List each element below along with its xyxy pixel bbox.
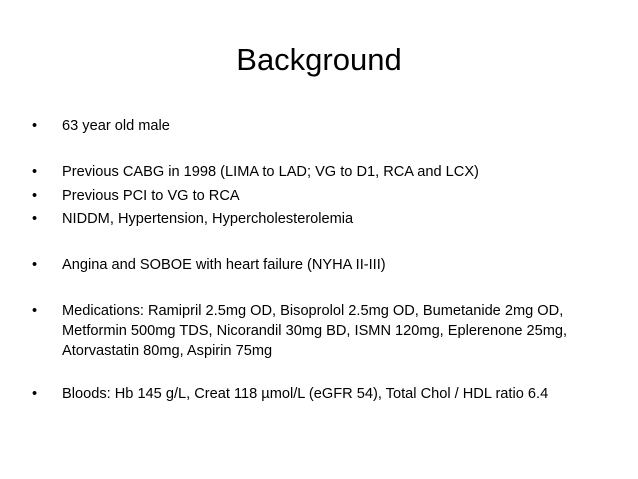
bullet-item-cabg [32,162,602,182]
bullet-text: Angina and SOBOE with heart failure (NYHA II-III) [62,257,386,273]
bullet-marker: • [32,386,38,402]
bullet-marker: • [32,303,38,319]
bullet-text: NIDDM, Hypertension, Hypercholesterolemia [62,211,354,227]
bullet-marker: • [32,164,38,180]
bullet-marker: • [32,257,38,273]
bullet-marker: • [32,188,38,204]
bullet-marker: • [32,118,38,134]
bullet-text: Medications: Ramipril 2.5mg OD, Bisoprolol 2.5mg OD, Bumetanide 2mg OD, Metformin 500mg TDS, Nicorandil 30mg BD, ISMN 120mg, Eplerenone 25mg, Atorvastatin 80mg, Aspirin 75mg [62,303,568,359]
bullet-item-medications [32,301,602,361]
bullet-text: Bloods: Hb 145 g/L, Creat 118 µmol/L (eGFR 54), Total Chol / HDL ratio 6.4 [62,386,549,402]
bullet-item-age [32,116,602,136]
bullet-text: Previous PCI to VG to RCA [62,188,240,204]
bullet-item-symptoms [32,255,602,275]
bullet-marker: • [32,211,38,227]
bullet-text: 63 year old male [62,118,170,134]
slide-title: Background [236,42,402,77]
bullet-item-comorbidities [32,209,602,229]
bullet-item-pci [32,186,602,206]
bullet-text: Previous CABG in 1998 (LIMA to LAD; VG to D1, RCA and LCX) [62,164,479,180]
bullet-item-bloods [32,384,602,404]
